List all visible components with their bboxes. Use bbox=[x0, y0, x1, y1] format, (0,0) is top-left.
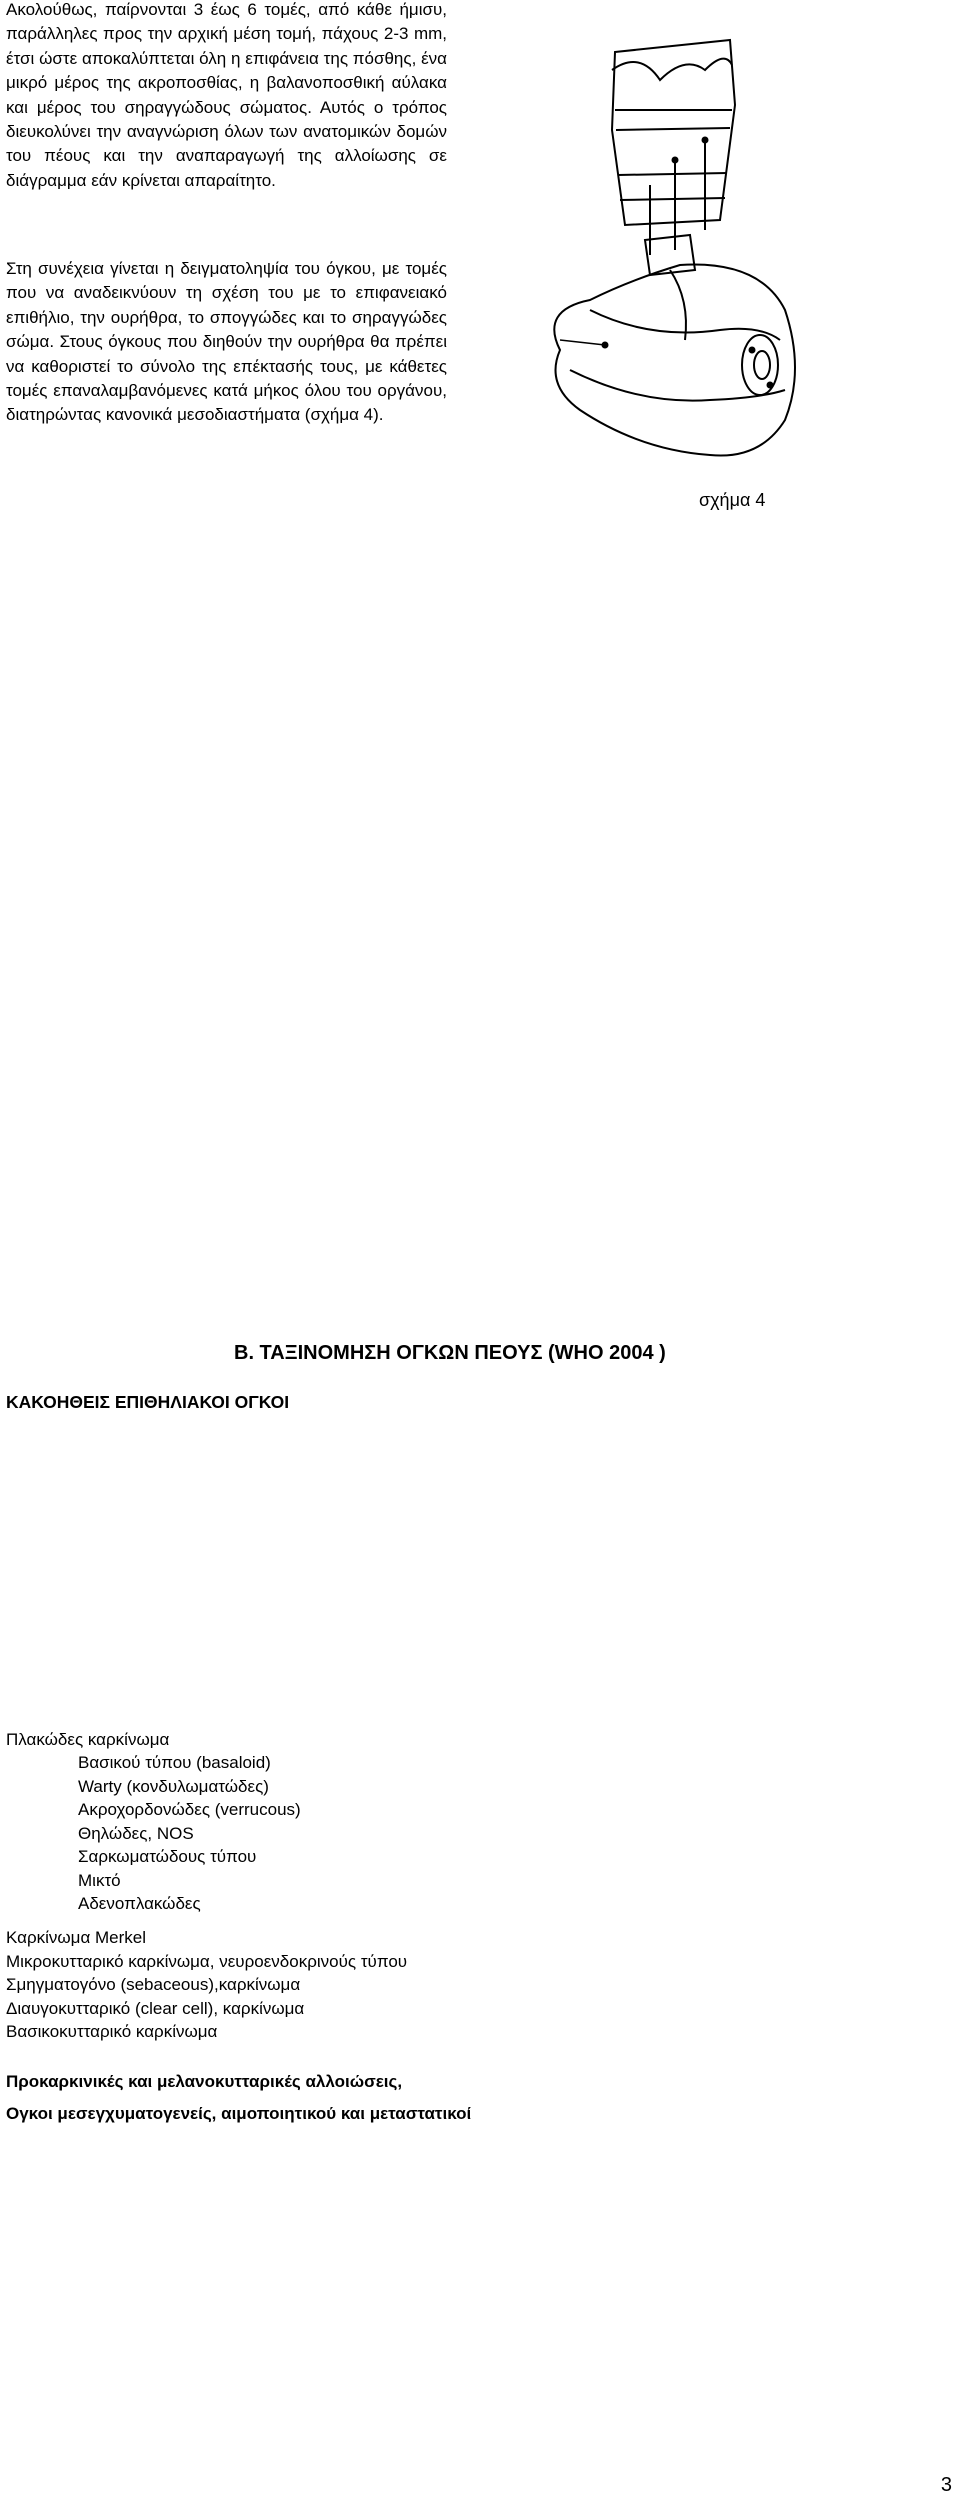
sampling-paragraph: Στη συνέχεια γίνεται η δειγματοληψία του όγκου, με τομές που να αναδεικνύουν τη σχέση του με το επιφανειακό επιθήλιο, την ουρήθρα, το σπογγώδες και το σηραγγώδες σώμα. Στους όγκους που διηθούν την ουρήθρα θα πρέπει να καθοριστεί το σύνολο της επέκτασής τους, με κάθετες τομές επαναλαμβανόμενες κατά μήκος όλου του οργάνου, διατηρώντας κανονικά μεσοδιαστήματα (σχήμα 4). bbox=[6, 259, 447, 425]
other-carcinoma-list bbox=[6, 1926, 407, 2044]
list-item: Διαυγοκυτταρικό (clear cell), καρκίνωμα bbox=[6, 1998, 305, 2018]
category-heading: ΚΑΚΟΗΘΕΙΣ ΕΠΙΘΗΛΙΑΚΟΙ ΟΓΚΟΙ bbox=[6, 1392, 290, 1412]
list-item: Σμηγματογόνο (sebaceous),καρκίνωμα bbox=[6, 1975, 301, 1994]
list-item: Καρκίνωμα Merkel bbox=[6, 1928, 147, 1947]
mesenchymal-heading: Ογκοι μεσεγχυματογενείς, αιμοποιητικού και μεταστατικοί bbox=[6, 2104, 472, 2123]
premalignant-heading: Προκαρκινικές και μελανοκυτταρικές αλλοιώσεις, bbox=[6, 2072, 403, 2091]
list-item: Μικροκυτταρικό καρκίνωμα, νευροενδοκρινούς τύπου bbox=[6, 1951, 408, 1971]
page-number: 3 bbox=[940, 2474, 952, 2496]
list-item: Βασικοκυτταρικό καρκίνωμα bbox=[6, 2022, 218, 2041]
list-item: Μικτό bbox=[78, 1870, 121, 1890]
list-item: Αδενοπλακώδες bbox=[78, 1894, 201, 1913]
main-carcinoma-list bbox=[6, 1728, 169, 1752]
list-item: Ακροχορδονώδες (verrucous) bbox=[78, 1800, 301, 1819]
subtype-list bbox=[78, 1751, 301, 1916]
section-heading: Β. ΤΑΞΙΝΟΜΗΣΗ ΟΓΚΩΝ ΠΕΟΥΣ (WHO 2004 ) bbox=[234, 1342, 666, 1364]
intro-paragraph: Ακολούθως, παίρνονται 3 έως 6 τομές, από κάθε ήμισυ, παράλληλες προς την αρχική μέση τομή, πάχους 2-3 mm, έτσι ώστε αποκαλύπτεται όλη η επιφάνεια της πόσθης, ένα μικρό μέρος της ακροποσθίας, η βαλανοποσθική αύλακα και μέρος του σηραγγώδους σώματος. Αυτός ο τρόπος διευκολύνει την αναγνώριση όλων των ανατομικών δομών του πέους και την αναπαραγωγή της αλλοίωσης σε διάγραμμα εάν κρίνεται απαραίτητο. bbox=[6, 0, 447, 190]
list-item: Warty (κονδυλωματώδες) bbox=[78, 1776, 269, 1796]
list-item: Θηλώδες, NOS bbox=[78, 1823, 194, 1843]
list-item: Σαρκωματώδους τύπου bbox=[78, 1847, 257, 1866]
figure-caption: σχήμα 4 bbox=[699, 490, 766, 510]
list-item: Βασικού τύπου (basaloid) bbox=[78, 1753, 271, 1772]
list-item: Πλακώδες καρκίνωμα bbox=[6, 1730, 170, 1749]
figure-penis-sections-diagram bbox=[520, 10, 820, 465]
diagram-illustration bbox=[520, 10, 820, 465]
